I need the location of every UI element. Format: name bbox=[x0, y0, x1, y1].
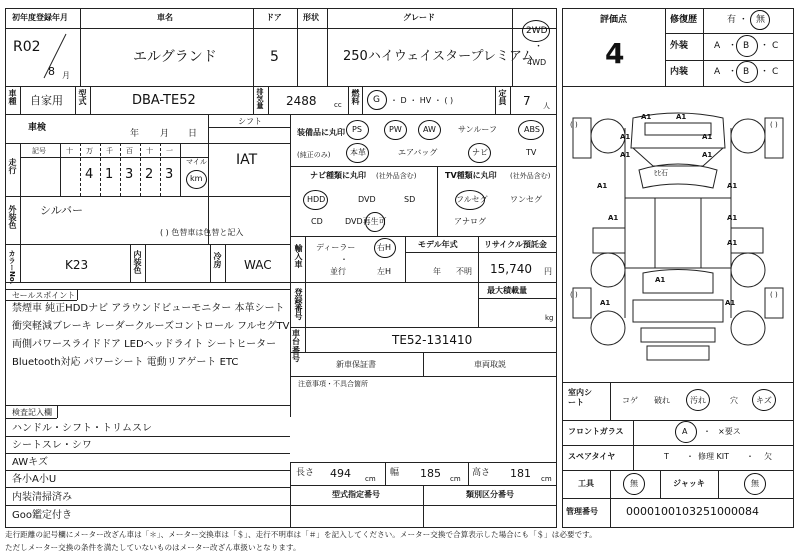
inspection-day: 日 bbox=[188, 129, 198, 139]
height-unit: cm bbox=[541, 475, 552, 483]
height-label: 高さ bbox=[472, 468, 491, 478]
model-year-unknown: 不明 bbox=[456, 267, 472, 276]
mileage-digit-1: 4 bbox=[85, 167, 94, 182]
interior-dot-1: ・ bbox=[728, 67, 738, 77]
capacity-label: 定員 bbox=[498, 89, 507, 105]
navi-hdd: HDD bbox=[307, 195, 326, 204]
equip-ps: PS bbox=[352, 125, 362, 134]
inspector-line-1: ハンドル・シフト・トリムスレ bbox=[12, 423, 152, 434]
jack-label: ジャッキ bbox=[673, 479, 705, 488]
inspector-line-5: 内装清掃済み bbox=[12, 492, 72, 503]
mileage-unit-hyaku: 百 bbox=[126, 147, 133, 155]
drive-2wd: 2WD bbox=[526, 26, 548, 36]
mileage-digit-3: 3 bbox=[125, 167, 134, 182]
repair-options: 有 ・ bbox=[727, 15, 748, 25]
equip-tv: TV bbox=[526, 148, 537, 157]
equip-pw: PW bbox=[389, 125, 402, 134]
car-damage-diagram bbox=[563, 88, 793, 381]
mileage-unit-ju2: 十 bbox=[66, 147, 73, 155]
model-value: DBA-TE52 bbox=[132, 93, 196, 108]
damage-mark-4: A1 bbox=[702, 133, 713, 141]
windshield-dot: ・ bbox=[703, 427, 711, 436]
chassis-label: 車台番号 bbox=[292, 329, 300, 364]
sales-line-2: 衝突軽減ブレーキ レーダークルーズコントロール フルセグTV bbox=[12, 321, 290, 332]
damage-mark-2: A1 bbox=[676, 113, 687, 121]
registration-year: R02 bbox=[13, 39, 41, 55]
tv-type-label: TV種類に丸印 bbox=[445, 171, 497, 180]
sales-line-4: Bluetooth対応 パワーシート 電動リアゲート ETC bbox=[12, 357, 239, 368]
height-value: 181 bbox=[510, 467, 531, 480]
registration-label: 登録番号 bbox=[294, 288, 303, 320]
fuel-others: ・ D ・ HV ・ ( ) bbox=[390, 96, 454, 105]
notes-label: 注意事項・不具合箇所 bbox=[298, 380, 368, 388]
usage-label: 車種 bbox=[8, 89, 17, 105]
repair-history-label: 修復歴 bbox=[670, 15, 698, 25]
width-label: 幅 bbox=[390, 468, 400, 478]
bracket-2: ( ) bbox=[770, 121, 778, 129]
color-change-note: ( ) 色替車は色替と記入 bbox=[160, 228, 244, 237]
color-no-label: カラーNo. bbox=[8, 250, 16, 285]
import-label: 輸入車 bbox=[294, 244, 303, 268]
spare-dot-1: ・ bbox=[686, 452, 694, 461]
tv-analog: アナログ bbox=[454, 217, 486, 226]
inspector-line-4: 各小A小U bbox=[12, 474, 57, 485]
exterior-label: 外装 bbox=[670, 41, 689, 51]
score-label: 評価点 bbox=[600, 15, 628, 25]
damage-mark-11: A1 bbox=[727, 239, 738, 247]
equip-airbag: エアバッグ bbox=[398, 148, 438, 157]
spare-kit: 修理 KIT bbox=[698, 452, 730, 461]
footer-note-2: ただしメーター交換の条件を満たしていないものはメーター改ざん車扱いとなります。 bbox=[5, 543, 301, 552]
category-label: 類別区分番号 bbox=[466, 490, 514, 499]
mileage-digit-2: 1 bbox=[105, 167, 114, 182]
exterior-a: A bbox=[714, 41, 721, 51]
exterior-color-label: 外装色 bbox=[8, 205, 17, 229]
navi-type-sub: (社外品含む) bbox=[376, 172, 417, 180]
mileage-digit-4: 2 bbox=[145, 167, 154, 182]
type-cert-label: 型式指定番号 bbox=[332, 490, 380, 499]
recycle-yen: 円 bbox=[544, 267, 552, 276]
aircon-value: WAC bbox=[244, 258, 272, 272]
seat-hole: 穴 bbox=[730, 396, 738, 405]
chassis-number: TE52-131410 bbox=[392, 333, 473, 347]
length-label: 長さ bbox=[296, 468, 315, 478]
person-unit: 人 bbox=[543, 102, 550, 110]
bracket-3: ( ) bbox=[570, 291, 578, 299]
exterior-dot-2: ・ bbox=[760, 41, 770, 51]
mileage-unit-man: 万 bbox=[86, 147, 93, 155]
spare-dot-2: ・ bbox=[746, 452, 754, 461]
drive-4wd: 4WD bbox=[527, 58, 547, 67]
seat-tear: 破れ bbox=[654, 396, 670, 405]
damage-mark-7: A1 bbox=[597, 182, 608, 190]
mileage-unit-ju: 十 bbox=[146, 147, 153, 155]
equip-navi: ナビ bbox=[472, 148, 488, 157]
interior-label: 内装 bbox=[670, 67, 689, 77]
registration-month: 8 bbox=[48, 65, 55, 78]
equip-leather: 本革 bbox=[350, 148, 366, 157]
car-manual: 車両取説 bbox=[474, 360, 506, 369]
model-year-label: モデル年式 bbox=[418, 240, 458, 249]
inspection-year: 年 bbox=[130, 129, 140, 139]
spare-tire-label: スペアタイヤ bbox=[568, 452, 616, 461]
tv-fullseg: フルセグ bbox=[456, 195, 488, 204]
inspector-label: 検査記入欄 bbox=[12, 408, 52, 417]
equipment-label: 装備品に丸印 bbox=[297, 128, 345, 137]
car-name: エルグランド bbox=[133, 49, 217, 65]
windshield-replace: ×要ス bbox=[718, 427, 741, 436]
damage-mark-1: A1 bbox=[641, 113, 652, 121]
shape-label: 形状 bbox=[303, 13, 319, 22]
equip-abs: ABS bbox=[524, 125, 540, 134]
exterior-color-value: シルバー bbox=[40, 204, 83, 217]
inspection-month: 月 bbox=[160, 129, 170, 139]
displacement-label: 排気量 bbox=[256, 88, 264, 109]
navi-dvd-play: DVD再生可 bbox=[345, 217, 387, 226]
inspection-label: 車検 bbox=[28, 123, 47, 133]
first-registration-label: 初年度登録年月 bbox=[12, 13, 68, 22]
sales-line-3: 両側パワースライドドア LEDヘッドライト シートヒーター bbox=[12, 339, 277, 350]
windshield-a: A bbox=[682, 427, 688, 436]
bracket-1: ( ) bbox=[570, 121, 578, 129]
door-count: 5 bbox=[270, 49, 279, 65]
new-car-warranty: 新車保証書 bbox=[336, 360, 376, 369]
bracket-4: ( ) bbox=[770, 291, 778, 299]
spare-missing: 欠 bbox=[764, 452, 772, 461]
exterior-c: C bbox=[772, 41, 779, 51]
sales-points-label: セールスポイント bbox=[12, 291, 76, 300]
width-value: 185 bbox=[420, 467, 441, 480]
inspector-line-2: シートスレ・シワ bbox=[12, 440, 92, 451]
mileage-digit-5: 3 bbox=[165, 167, 174, 182]
mileage-label: 走行 bbox=[8, 158, 17, 174]
mileage-mile: マイル bbox=[186, 158, 207, 166]
usage-value: 自家用 bbox=[30, 94, 63, 107]
equipment-sub: (純正のみ) bbox=[297, 151, 331, 159]
damage-mark-8: A1 bbox=[727, 182, 738, 190]
interior-a: A bbox=[714, 67, 721, 77]
grade-label: グレード bbox=[403, 13, 435, 22]
shift-label: シフト bbox=[238, 117, 262, 126]
seat-scratch: キズ bbox=[756, 396, 772, 405]
windshield-label: フロントガラス bbox=[568, 427, 624, 436]
footer-note-1: 走行距離の記号欄にメーター改ざん車は「＊」、メーター交換車は「＄」、走行不明車は「＃」を記入してください。メーター交換で合算表示した場合にも「＄」は必要です。 bbox=[5, 530, 597, 539]
cc-unit: cc bbox=[334, 101, 342, 109]
seat-burn: コゲ bbox=[622, 396, 638, 405]
damage-mark-6: A1 bbox=[702, 151, 713, 159]
capacity-value: 7 bbox=[523, 94, 531, 108]
mileage-unit-sen: 千 bbox=[106, 147, 113, 155]
fuel-selected: G bbox=[373, 95, 380, 105]
tv-oneseg: ワンセグ bbox=[510, 195, 542, 204]
inspector-line-3: AWキズ bbox=[12, 457, 48, 468]
displacement-value: 2488 bbox=[286, 94, 317, 108]
length-unit: cm bbox=[365, 475, 376, 483]
width-unit: cm bbox=[450, 475, 461, 483]
repair-selected: 無 bbox=[756, 15, 766, 25]
seat-dirt: 汚れ bbox=[690, 396, 706, 405]
damage-mark-14: A1 bbox=[725, 299, 736, 307]
interior-color-label: 内装色 bbox=[133, 250, 142, 274]
model-label: 型式 bbox=[78, 89, 87, 105]
damage-mark-3: A1 bbox=[620, 133, 631, 141]
door-label: ドア bbox=[266, 13, 282, 22]
management-label: 管理番号 bbox=[566, 507, 598, 516]
inspector-line-6: Goo鑑定付き bbox=[12, 510, 72, 521]
navi-type-label: ナビ種類に丸印 bbox=[310, 171, 366, 180]
model-year-year: 年 bbox=[433, 267, 441, 276]
navi-sd: SD bbox=[404, 195, 416, 204]
equip-sunroof: サンルーフ bbox=[458, 125, 497, 134]
damage-mark-5: A1 bbox=[620, 151, 631, 159]
tv-type-sub: (社外品含む) bbox=[510, 172, 551, 180]
car-name-label: 車名 bbox=[157, 13, 173, 22]
damage-mark-12: A1 bbox=[655, 276, 666, 284]
stone-chip-mark: ﾋﾋ石 bbox=[654, 169, 668, 177]
recycle-label: リサイクル預託金 bbox=[484, 240, 547, 249]
spare-t: T bbox=[664, 452, 669, 461]
length-value: 494 bbox=[330, 467, 351, 480]
recycle-value: 15,740 bbox=[490, 262, 532, 276]
import-left: 左H bbox=[377, 267, 392, 276]
fuel-label: 燃料 bbox=[351, 89, 360, 105]
max-load-kg: kg bbox=[545, 314, 554, 322]
shift-value: IAT bbox=[236, 152, 258, 168]
equip-aw: AW bbox=[423, 125, 436, 134]
interior-dot-2: ・ bbox=[760, 67, 770, 77]
aircon-label: 冷房 bbox=[213, 252, 222, 268]
import-parallel: 並行 bbox=[330, 267, 346, 276]
tools-label: 工具 bbox=[578, 479, 594, 488]
mileage-unit-ichi: 一 bbox=[166, 147, 173, 155]
import-dealer: ディーラー bbox=[316, 243, 356, 252]
interior-c: C bbox=[772, 67, 779, 77]
jack-value: 無 bbox=[751, 479, 759, 488]
sales-line-1: 禁煙車 純正HDDナビ アラウンドビューモニター 本革シート bbox=[12, 303, 285, 314]
drive-separator: ・ bbox=[534, 42, 544, 52]
exterior-dot-1: ・ bbox=[728, 41, 738, 51]
management-number: 0000100103251000084 bbox=[626, 505, 759, 518]
navi-cd: CD bbox=[311, 217, 323, 226]
import-right: 右H bbox=[377, 243, 392, 252]
score-value: 4 bbox=[605, 37, 625, 70]
interior-seat-label: 室内シート bbox=[568, 388, 592, 408]
damage-mark-9: A1 bbox=[608, 214, 619, 222]
month-unit: 月 bbox=[62, 71, 70, 80]
mileage-record-label: 記号 bbox=[32, 147, 46, 155]
damage-mark-13: A1 bbox=[600, 299, 611, 307]
navi-dvd: DVD bbox=[358, 195, 376, 204]
mileage-km: km bbox=[190, 174, 203, 183]
interior-b: B bbox=[743, 67, 750, 77]
import-dot: ・ bbox=[340, 255, 348, 264]
exterior-b: B bbox=[743, 41, 750, 51]
color-no-value: K23 bbox=[65, 258, 89, 272]
damage-mark-10: A1 bbox=[727, 214, 738, 222]
grade-name: 250ハイウェイスタープレミアム bbox=[343, 49, 535, 64]
max-load-label: 最大積載量 bbox=[487, 286, 527, 295]
tools-value: 無 bbox=[630, 479, 638, 488]
